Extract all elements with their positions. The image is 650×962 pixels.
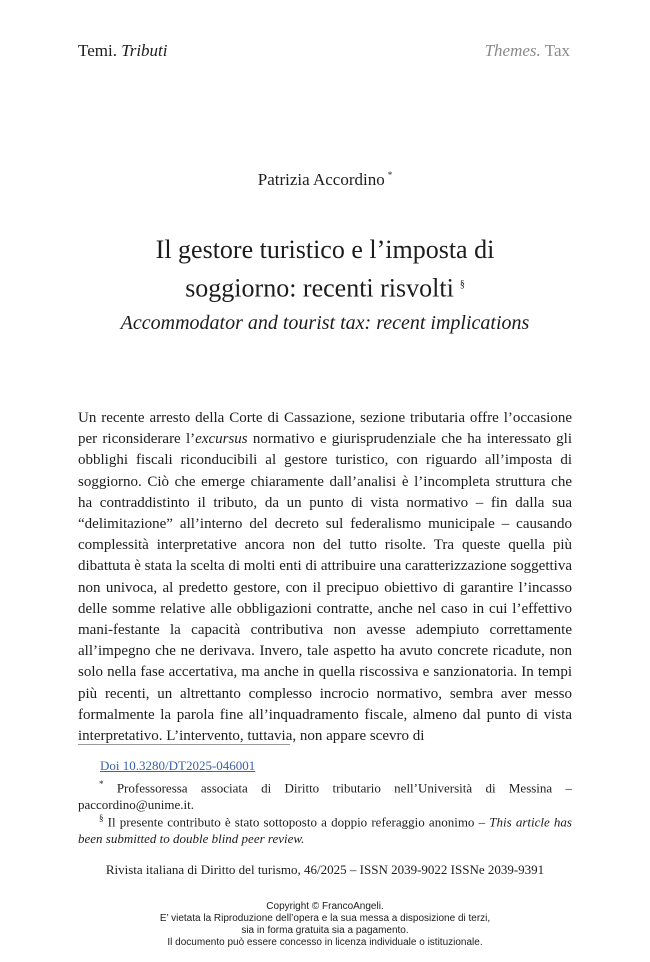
author-name: Patrizia Accordino (257, 170, 385, 189)
copyright-line-2: E’ vietata la Riproduzione dell’opera e la sua messa a disposizione di terzi, (159, 913, 491, 924)
running-header-left (78, 41, 168, 61)
author-footnote-mark: * (387, 170, 393, 181)
abstract-text-2: normativo e giurisprudenziale che ha interessato gli obblighi fiscali riconducibili al gestore turistico, con riguardo all’imposta di soggiorno. Ciò che emerge chiaramente dall’analisi è l’incompleta struttura che ha contraddistinto il tributo, da un punto di vista normativo – fin dalla sua “delimitazione” all’interno del decreto sul federalismo municipale – causando complessità interpretative ancora non del tutto risolte. Tra queste quella più dibattuta è stata la scelta di molti enti di attribuire una caratterizzazione soggettiva non univoca, al predetto gestore, con il precipuo obiettivo di garantire l’incasso delle somme relative alle obbligazioni contratte, anche nel caso in cui l’effettivo mani-festante la capacità contributiva non avesse adempiuto correttamente all’impegno che ne derivava. Invero, tale aspetto ha avuto concrete ricadute, non solo nella fase accertativa, ma anche in quella riscossiva e sanzionatoria. In tempi più recenti, un altrettanto complesso incrocio normativo, sembra aver messo formalmente la parola fine all’inquadramento fiscale, almeno dal punto di vista interpretativo. L’intervento, tuttavia, non appare scevro di (78, 431, 572, 745)
author-line (0, 170, 650, 190)
doi-link[interactable]: Doi 10.3280/DT2025-046001 (100, 758, 256, 773)
title-line-2-wrap (60, 267, 590, 306)
abstract-italic-term: excursus (195, 431, 248, 448)
footnote-1-mark: * (99, 779, 104, 789)
copyright-notice (0, 901, 650, 949)
journal-citation: Rivista italiana di Diritto del turismo, 46/2025 – ISSN 2039-9022 ISSNe 2039-9391 (105, 862, 545, 877)
copyright-line-3: sia in forma gratuita sia a pagamento. (241, 925, 409, 936)
title-line-2: soggiorno: recenti risvolti (185, 273, 454, 303)
title-footnote-mark: § (459, 279, 465, 290)
footnote-2-mark: § (99, 813, 104, 823)
title-line-1: Il gestore turistico e l’imposta di (155, 235, 495, 264)
article-title (60, 232, 590, 306)
footnote-1-text: Professoressa associata di Diritto tributario nell’Università di Messina – paccordino@unime.it. (78, 780, 572, 813)
footnote-peer-review (78, 810, 572, 847)
abstract-paragraph (78, 408, 572, 747)
header-section: Temi. (78, 41, 117, 60)
running-header-right (485, 41, 570, 61)
copyright-line-4: Il documento può essere concesso in licenza individuale o istituzionale. (167, 937, 483, 948)
copyright-line-1: Copyright © FrancoAngeli. (266, 901, 384, 912)
header-section-name-en: Tax (544, 41, 570, 60)
footnote-separator (78, 744, 290, 745)
header-section-name: Tributi (121, 41, 168, 60)
abstract-text-1: Un recente arresto della Corte di Cassazione, sezione tributaria offre l’occasione per riconsiderare l’ (78, 410, 572, 448)
footnote-author-affiliation (78, 776, 572, 813)
header-section-en: Themes. (484, 41, 541, 60)
footnote-2-italic: This article has been submitted to double blind peer review. (78, 814, 572, 847)
article-title-english: Accommodator and tourist tax: recent implications (120, 312, 530, 334)
footnote-2-text: Il presente contributo è stato sottoposto a doppio referaggio anonimo – (107, 814, 490, 830)
